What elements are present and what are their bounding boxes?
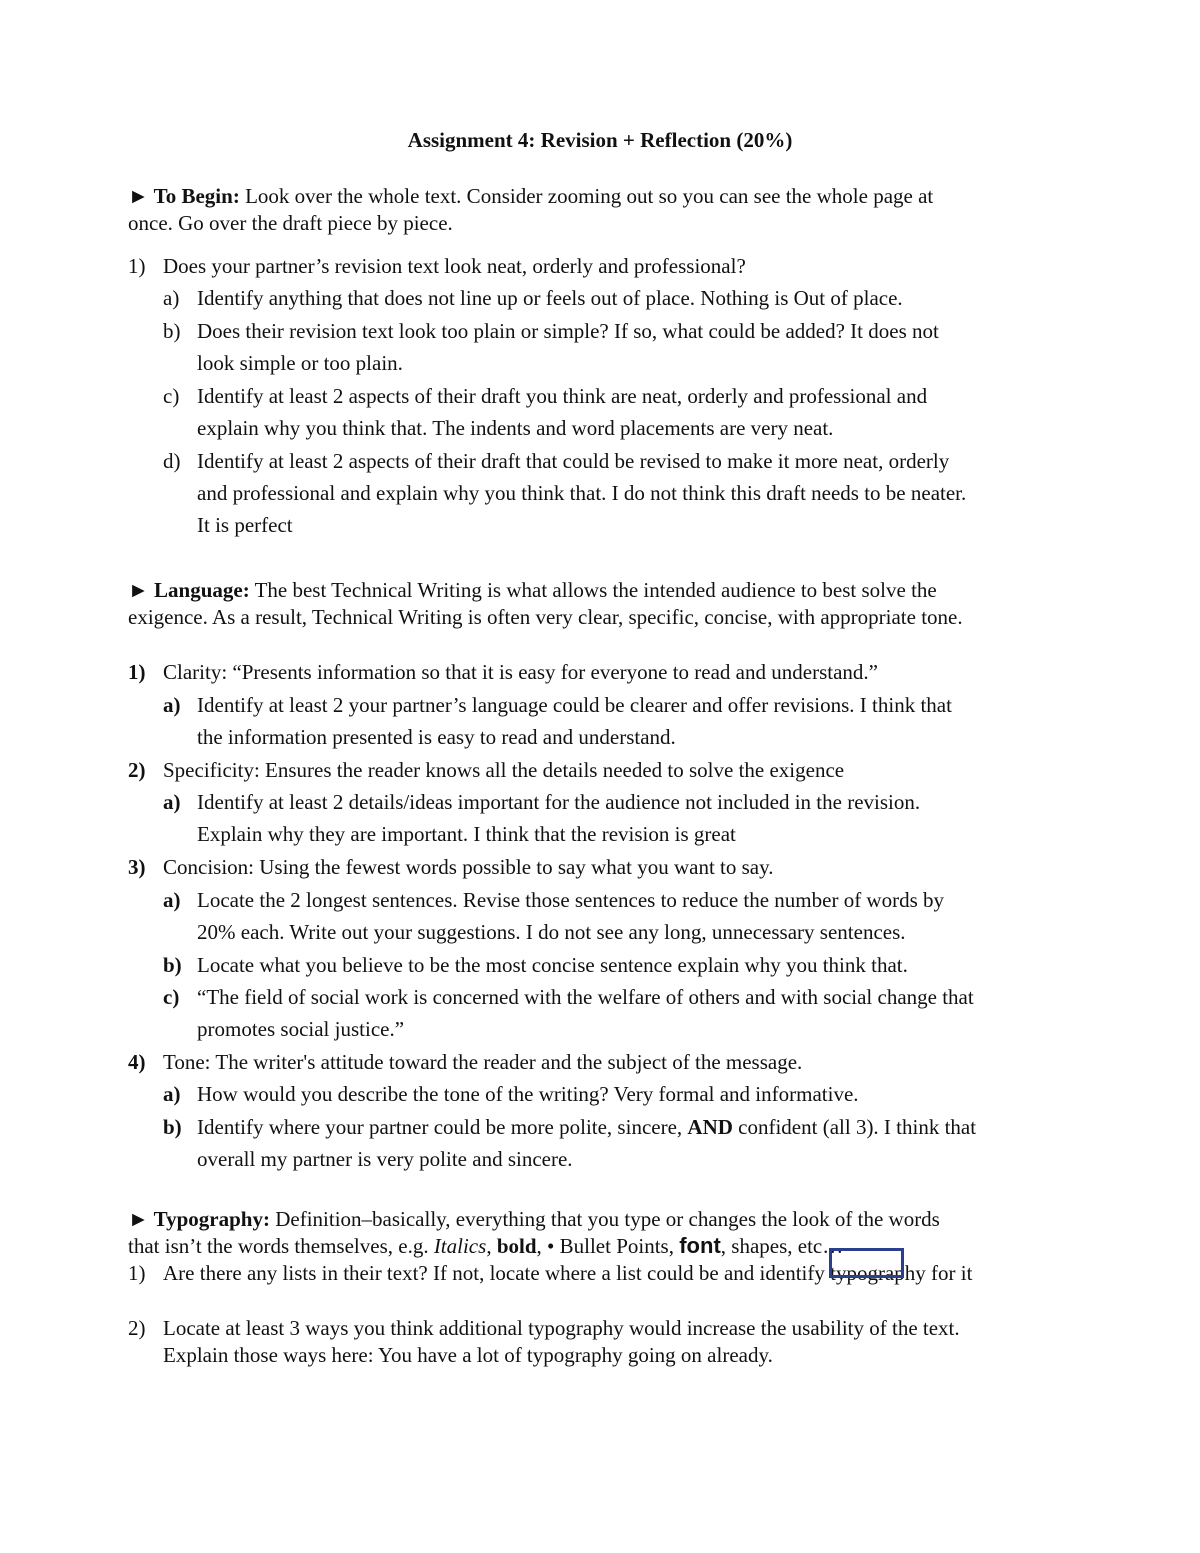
language-q1-text: Clarity: “Presents information so that it is easy for everyone to read and understand.” bbox=[163, 660, 878, 684]
typography-example-bold: bold bbox=[496, 1234, 537, 1258]
language-q3a-text-2: 20% each. Write out your suggestions. I do not see any long, unnecessary sentences. bbox=[197, 920, 906, 944]
language-q2-text: Specificity: Ensures the reader knows all the details needed to solve the exigence bbox=[163, 758, 845, 782]
language-q4b-text-part-1: Identify where your partner could be more polite, sincere, bbox=[197, 1115, 688, 1139]
language-q3b-marker: b) bbox=[163, 953, 182, 977]
begin-q1-number: 1) bbox=[128, 254, 146, 278]
typography-q2-text-2: Explain those ways here: You have a lot of typography going on already. bbox=[163, 1343, 773, 1367]
typography-example-italics: Italics bbox=[433, 1234, 487, 1258]
language-intro-text: The best Technical Writing is what allows the intended audience to best solve the bbox=[249, 578, 937, 602]
language-q1-number: 1) bbox=[128, 660, 146, 684]
language-q2a-text-2: Explain why they are important. I think that the revision is great bbox=[197, 822, 736, 846]
language-q4-text: Tone: The writer's attitude toward the reader and the subject of the message. bbox=[163, 1050, 803, 1074]
typography-q2-text-1: Locate at least 3 ways you think additional typography would increase the usability of the text. bbox=[163, 1316, 960, 1340]
begin-intro-line-2: once. Go over the draft piece by piece. bbox=[128, 211, 453, 235]
typography-example-font: font bbox=[679, 1233, 721, 1258]
language-q3c-text-2: promotes social justice.” bbox=[197, 1017, 405, 1041]
language-q4a-text: How would you describe the tone of the writing? Very formal and informative. bbox=[197, 1082, 859, 1106]
language-q4a-marker: a) bbox=[163, 1082, 181, 1106]
typography-q1-number: 1) bbox=[128, 1261, 146, 1285]
begin-intro-line-1 bbox=[128, 182, 933, 210]
language-q1a-text-1: Identify at least 2 your partner’s language could be clearer and offer revisions. I think that bbox=[197, 693, 952, 717]
typography-q2-number: 2) bbox=[128, 1316, 146, 1340]
highlight-box bbox=[829, 1248, 904, 1278]
language-q3a-text-1: Locate the 2 longest sentences. Revise those sentences to reduce the number of words by bbox=[197, 888, 945, 912]
language-q1a-text-2: the information presented is easy to read and understand. bbox=[197, 725, 676, 749]
language-q4b-marker: b) bbox=[163, 1115, 182, 1139]
begin-b-text-2: look simple or too plain. bbox=[197, 351, 403, 375]
language-intro-line-1 bbox=[128, 576, 937, 604]
begin-c-marker: c) bbox=[163, 384, 180, 408]
language-q3b-text: Locate what you believe to be the most concise sentence explain why you think that. bbox=[197, 953, 908, 977]
typography-q1-text: Are there any lists in their text? If not, locate where a list could be and identify typography for it bbox=[163, 1261, 973, 1285]
typography-heading: ► Typography: bbox=[128, 1207, 270, 1231]
language-q4-number: 4) bbox=[128, 1050, 146, 1074]
begin-heading: ► To Begin: bbox=[128, 184, 240, 208]
language-q2a-text-1: Identify at least 2 details/ideas important for the audience not included in the revision. bbox=[197, 790, 921, 814]
language-q4b-text-part-2: confident (all 3). I think that bbox=[732, 1115, 977, 1139]
language-q3c-marker: c) bbox=[163, 985, 180, 1009]
language-intro-line-2: exigence. As a result, Technical Writing is often very clear, specific, concise, with appropriate tone. bbox=[128, 605, 963, 629]
begin-q1-text: Does your partner’s revision text look neat, orderly and professional? bbox=[163, 254, 746, 278]
page-title: Assignment 4: Revision + Reflection (20%) bbox=[407, 128, 793, 152]
begin-c-text-2: explain why you think that. The indents and word placements are very neat. bbox=[197, 416, 834, 440]
typography-intro-line-1 bbox=[128, 1205, 940, 1233]
typography-example-shapes: , shapes, etc… bbox=[720, 1234, 844, 1258]
begin-b-text-1: Does their revision text look too plain or simple? If so, what could be added? It does not bbox=[197, 319, 939, 343]
language-q3-number: 3) bbox=[128, 855, 146, 879]
begin-d-marker: d) bbox=[163, 449, 181, 473]
begin-a-marker: a) bbox=[163, 286, 180, 310]
language-q4b-and-emphasis: AND bbox=[687, 1115, 733, 1139]
typography-sep-1: , bbox=[486, 1234, 497, 1258]
language-heading: ► Language: bbox=[128, 578, 250, 602]
begin-a-text: Identify anything that does not line up or feels out of place. Nothing is Out of place. bbox=[197, 286, 903, 310]
begin-d-text-1: Identify at least 2 aspects of their draft that could be revised to make it more neat, orderly bbox=[197, 449, 950, 473]
begin-d-text-3: It is perfect bbox=[197, 513, 293, 537]
typography-intro-line-2 bbox=[128, 1232, 843, 1260]
begin-intro-text: Look over the whole text. Consider zooming out so you can see the whole page at bbox=[239, 184, 934, 208]
typography-intro-text: Definition–basically, everything that you type or changes the look of the words bbox=[269, 1207, 940, 1231]
language-q4b-text-1 bbox=[197, 1113, 976, 1141]
typography-examples-lead: that isn’t the words themselves, e.g. bbox=[128, 1234, 434, 1258]
begin-b-marker: b) bbox=[163, 319, 181, 343]
language-q3c-text-1: “The field of social work is concerned with the welfare of others and with social change that bbox=[197, 985, 974, 1009]
language-q2a-marker: a) bbox=[163, 790, 181, 814]
begin-d-text-2: and professional and explain why you think that. I do not think this draft needs to be neater. bbox=[197, 481, 967, 505]
language-q1a-marker: a) bbox=[163, 693, 181, 717]
language-q2-number: 2) bbox=[128, 758, 146, 782]
language-q4b-text-2: overall my partner is very polite and sincere. bbox=[197, 1147, 573, 1171]
typography-example-bullets: , • Bullet Points, bbox=[536, 1234, 680, 1258]
language-q3-text: Concision: Using the fewest words possible to say what you want to say. bbox=[163, 855, 774, 879]
language-q3a-marker: a) bbox=[163, 888, 181, 912]
begin-c-text-1: Identify at least 2 aspects of their draft you think are neat, orderly and professional and bbox=[197, 384, 928, 408]
